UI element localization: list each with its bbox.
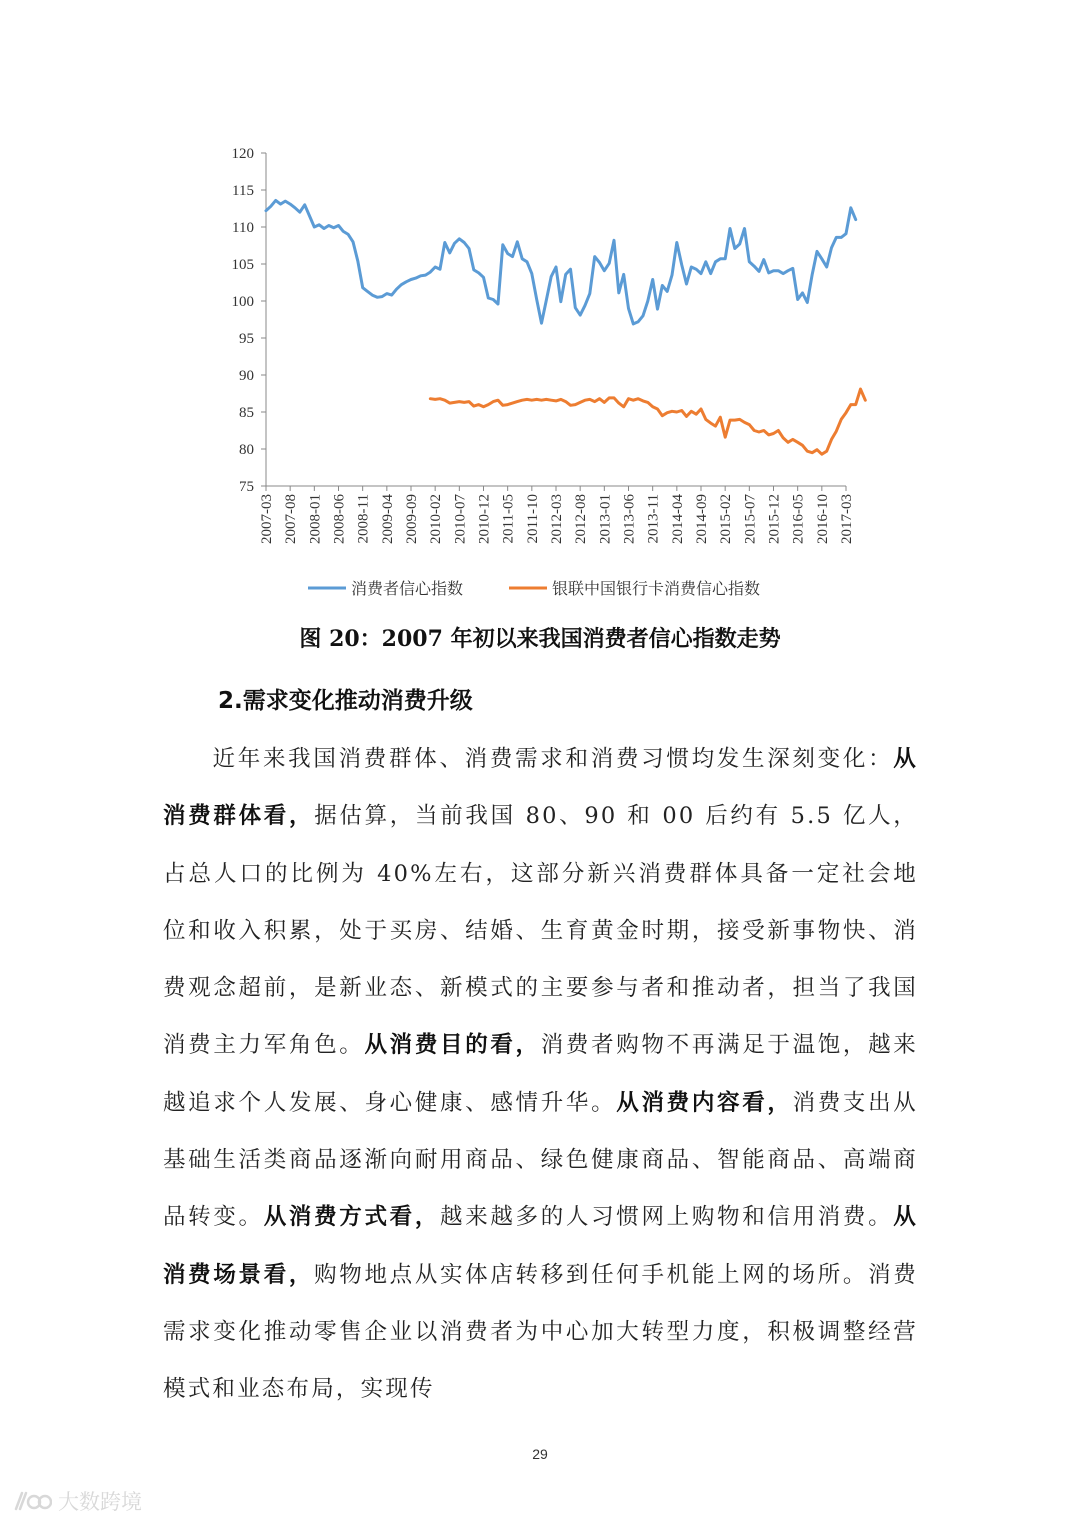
bold-lead-consumer-purpose: 从消费目的看，	[364, 1032, 541, 1059]
x-tick-label: 2009-04	[379, 494, 396, 544]
chart-series-lines	[266, 200, 865, 454]
x-tick-label: 2009-09	[404, 494, 420, 544]
y-tick-label: 100	[231, 294, 254, 310]
series-line-2	[430, 389, 865, 454]
body-paragraph	[163, 731, 918, 1419]
section-title: 2.需求变化推动消费升级	[218, 688, 473, 714]
y-tick-label: 75	[239, 479, 254, 495]
legend-label: 银联中国银行卡消费信心指数	[552, 581, 761, 598]
paragraph-text-4: 消费支出从基础生活类商品逐渐向耐用商品、绿色健康商品、智能商品、高端商品转变。	[163, 1089, 918, 1231]
x-tick-label: 2007-03	[259, 494, 275, 544]
paragraph-text-5: 越来越多的人习惯网上购物和信用消费。	[440, 1204, 894, 1231]
series-line-1	[266, 200, 856, 324]
x-tick-label: 2013-06	[621, 494, 638, 544]
x-tick-label: 2011-05	[500, 494, 517, 544]
chart-axes	[232, 146, 856, 544]
x-tick-label: 2012-03	[549, 494, 565, 544]
chart-legend	[308, 580, 760, 598]
x-tick-label: 2011-10	[524, 494, 541, 544]
x-tick-label: 2014-09	[694, 494, 710, 544]
bold-lead-consumer-method: 从消费方式看，	[263, 1204, 441, 1231]
paragraph-text-2: 据估算，当前我国 80、90 和 00 后约有 5.5 亿人，占总人口的比例为 40%左右，这部分新兴消费群体具备一定社会地位和收入积累，处于买房、结婚、生育黄金时期，接受新事物快、消费观念超前，是新业态、新模式的主要参与者和推动者，担当了我国消费主力军角色。	[163, 803, 918, 1059]
figure-caption: 图 20：2007 年初以来我国消费者信心指数走势	[299, 626, 781, 652]
y-tick-label: 90	[239, 368, 254, 384]
paragraph-text-1: 近年来我国消费群体、消费需求和消费习惯均发生深刻变化：	[212, 746, 894, 772]
watermark-logo-icon	[12, 1489, 52, 1513]
x-tick-label: 2016-10	[814, 494, 831, 544]
legend-label: 消费者信心指数	[351, 581, 464, 598]
x-tick-label: 2008-01	[307, 494, 324, 544]
x-tick-label: 2008-11	[355, 494, 372, 544]
x-tick-label: 2013-01	[597, 494, 614, 544]
x-tick-label: 2015-12	[766, 494, 783, 544]
x-tick-label: 2015-07	[742, 494, 759, 544]
line-chart	[0, 0, 1080, 610]
y-tick-label: 110	[232, 220, 254, 236]
x-tick-label: 2014-04	[669, 494, 686, 544]
x-tick-label: 2015-02	[718, 494, 735, 544]
x-tick-label: 2017-03	[839, 494, 855, 544]
y-tick-label: 80	[239, 442, 254, 458]
y-tick-label: 120	[231, 146, 254, 162]
page-number: 29	[532, 1446, 548, 1462]
x-tick-label: 2010-02	[428, 494, 445, 544]
x-tick-label: 2012-08	[573, 494, 590, 544]
paragraph-text-3: 消费者购物不再满足于温饱，越来越追求个人发展、身心健康、感情升华。	[163, 1032, 918, 1116]
bold-lead-consumer-group: 从消费群体看，	[163, 746, 918, 830]
bold-lead-consumer-content: 从消费内容看，	[616, 1089, 793, 1116]
x-tick-label: 2013-11	[645, 494, 662, 544]
watermark	[12, 1486, 142, 1516]
x-tick-label: 2010-07	[452, 494, 469, 544]
watermark-text: 大数跨境	[58, 1490, 142, 1514]
y-tick-label: 115	[232, 183, 254, 199]
y-tick-label: 85	[239, 405, 254, 421]
bold-lead-consumer-scene: 从消费场景看，	[163, 1204, 918, 1288]
y-tick-label: 95	[239, 331, 254, 347]
y-tick-label: 105	[231, 257, 254, 273]
paragraph-text-6: 购物地点从实体店转移到任何手机能上网的场所。消费需求变化推动零售企业以消费者为中心加大转型力度，积极调整经营模式和业态布局，实现传	[163, 1261, 918, 1403]
x-tick-label: 2008-06	[331, 494, 348, 544]
x-tick-label: 2007-08	[283, 494, 300, 544]
x-tick-label: 2016-05	[790, 494, 807, 544]
x-tick-label: 2010-12	[476, 494, 493, 544]
